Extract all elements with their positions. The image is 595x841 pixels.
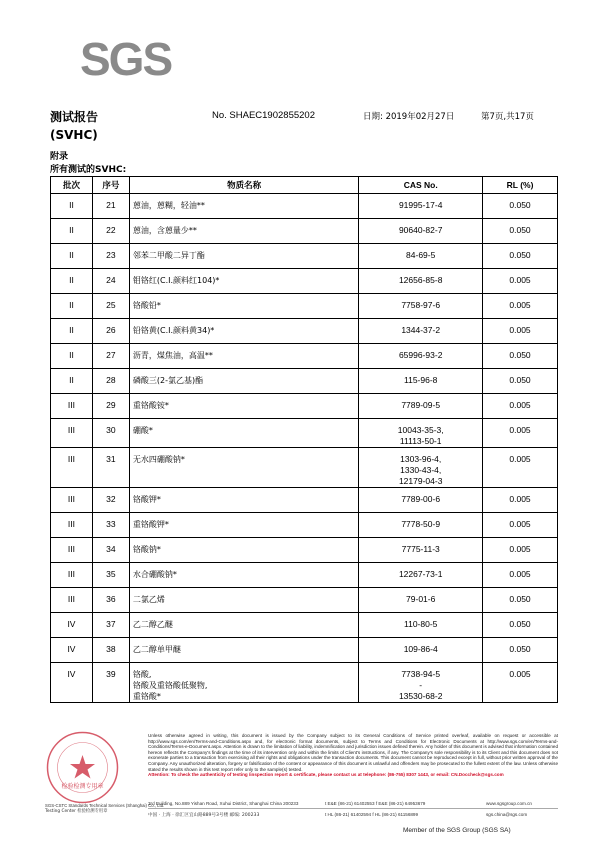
testing-seal	[45, 730, 120, 805]
cell-cas-line: 12179-04-3	[398, 476, 443, 486]
footer-divider	[148, 808, 558, 809]
table-row	[51, 588, 558, 613]
cell-substance-line: 蒽油，含蒽量少**	[132, 226, 197, 235]
cell-cas	[359, 588, 483, 613]
table-row	[51, 394, 558, 419]
cell-cas-line: 7778-50-9	[401, 519, 441, 529]
cell-no-line: 25	[106, 300, 116, 310]
cell-substance	[129, 319, 358, 344]
cell-substance	[129, 269, 358, 294]
cell-cas	[359, 394, 483, 419]
cell-cas-line: 10043-35-3,	[397, 425, 444, 435]
cell-substance	[129, 563, 358, 588]
cell-rl-line: 0.050	[509, 644, 531, 654]
cell-no-line: 23	[106, 250, 116, 260]
cell-batch-line: II	[69, 350, 74, 360]
svhc-table	[50, 176, 558, 703]
cell-no	[92, 588, 129, 613]
table-row	[51, 513, 558, 538]
cell-cas-line: 90640-82-7	[398, 225, 443, 235]
cell-cas-line: 7775-11-3	[401, 544, 440, 554]
cell-batch	[51, 294, 93, 319]
cell-batch	[51, 488, 93, 513]
cell-batch-line: II	[69, 200, 74, 210]
svg-text:SGS: SGS	[80, 33, 172, 85]
header-rl: RL (%)	[483, 177, 558, 194]
cell-cas-line: 79-01-6	[406, 594, 436, 604]
cell-cas-line: 1330-43-4,	[400, 465, 442, 475]
cell-no-line: 34	[106, 544, 116, 554]
cell-rl	[483, 448, 558, 488]
page-number: 第7页,共17页	[481, 112, 534, 122]
cell-cas	[359, 638, 483, 663]
table-row	[51, 538, 558, 563]
cell-batch	[51, 244, 93, 269]
cell-cas-line: 7738-94-5	[401, 669, 441, 679]
cell-substance	[129, 419, 358, 448]
cell-cas-line: 1303-96-4,	[400, 454, 442, 464]
cell-cas-line: -	[419, 680, 423, 690]
cell-no	[92, 448, 129, 488]
cell-no-line: 21	[106, 200, 116, 210]
table-row	[51, 638, 558, 663]
cell-batch-line: II	[69, 225, 74, 235]
cell-rl	[483, 613, 558, 638]
cell-rl-line: 0.005	[509, 544, 531, 554]
cell-cas	[359, 194, 483, 219]
table-row	[51, 269, 558, 294]
cell-no	[92, 194, 129, 219]
cell-substance-line: 重铬酸铵*	[132, 401, 169, 410]
cell-no-line: 36	[106, 594, 116, 604]
cell-substance	[129, 513, 358, 538]
table-row	[51, 294, 558, 319]
cell-rl-line: 0.005	[509, 454, 531, 464]
cell-cas-line: 84-69-5	[406, 250, 436, 260]
cell-batch	[51, 613, 93, 638]
cell-batch-line: II	[69, 300, 74, 310]
cell-batch-line: III	[67, 425, 75, 435]
cell-rl-line: 0.005	[509, 425, 531, 435]
cell-batch	[51, 369, 93, 394]
cell-cas	[359, 269, 483, 294]
cell-substance-line: 铅铬黄(C.I.颜料黄34)*	[132, 326, 215, 335]
cell-no	[92, 613, 129, 638]
cell-substance	[129, 448, 358, 488]
table-row	[51, 563, 558, 588]
cell-cas-line: 109-86-4	[403, 644, 438, 654]
cell-no-line: 39	[106, 669, 116, 679]
phone-cn: t HL (86-21) 61402594 f HL (86-21) 61156899	[325, 812, 419, 817]
cell-cas-line: 13530-68-2	[398, 691, 443, 701]
cell-no	[92, 513, 129, 538]
cell-no-line: 26	[106, 325, 116, 335]
section-title: (SVHC)	[50, 128, 98, 142]
cell-rl-line: 0.005	[509, 569, 531, 579]
cell-rl	[483, 344, 558, 369]
cell-batch-line: IV	[67, 619, 76, 629]
header-batch: 批次	[51, 177, 93, 194]
cell-substance	[129, 663, 358, 703]
cell-rl	[483, 588, 558, 613]
table-header-row	[51, 177, 558, 194]
cell-substance-line: 铬酸钠*	[132, 545, 161, 554]
report-number: No. SHAEC1902855202	[212, 110, 315, 121]
cell-cas	[359, 613, 483, 638]
cell-rl-line: 0.050	[509, 225, 531, 235]
cell-substance-line: 水合硼酸钠*	[132, 570, 177, 579]
cell-no-line: 35	[106, 569, 116, 579]
cell-batch	[51, 448, 93, 488]
table-row	[51, 663, 558, 703]
cell-cas	[359, 319, 483, 344]
cell-substance-line: 铬酸钾*	[132, 495, 161, 504]
cell-no	[92, 269, 129, 294]
cell-no-line: 33	[106, 519, 116, 529]
header-no: 序号	[92, 177, 129, 194]
cell-cas	[359, 488, 483, 513]
cell-no	[92, 344, 129, 369]
cell-no	[92, 538, 129, 563]
header-cas: CAS No.	[359, 177, 483, 194]
cell-rl	[483, 513, 558, 538]
cell-no	[92, 294, 129, 319]
lab-name: SGS-CSTC Standards Technical Services (Shanghai) Co., Ltd.	[45, 803, 165, 808]
table-row	[51, 448, 558, 488]
cell-rl-line: 0.050	[509, 200, 531, 210]
table-row	[51, 194, 558, 219]
cell-rl	[483, 269, 558, 294]
cell-rl-line: 0.050	[509, 250, 531, 260]
cell-substance-line: 邻苯二甲酸二异丁酯	[132, 251, 205, 260]
cell-substance	[129, 638, 358, 663]
cell-cas-line: 7789-00-6	[401, 494, 441, 504]
cell-substance-line: 沥青，煤焦油，高温**	[132, 351, 213, 360]
cell-batch-line: IV	[67, 669, 76, 679]
cell-substance-line: 铬酸及重铬酸低聚物,	[132, 681, 208, 690]
cell-rl	[483, 219, 558, 244]
cell-cas	[359, 563, 483, 588]
cell-batch	[51, 513, 93, 538]
header-substance: 物质名称	[129, 177, 358, 194]
cell-batch-line: III	[67, 594, 75, 604]
cell-substance-line: 重铬酸*	[132, 692, 161, 701]
cell-batch-line: III	[67, 519, 75, 529]
cell-substance-line: 钼铬红(C.I.颜料红104)*	[132, 276, 220, 285]
cell-batch	[51, 194, 93, 219]
table-row	[51, 344, 558, 369]
cell-no-line: 32	[106, 494, 116, 504]
cell-no	[92, 369, 129, 394]
cell-batch-line: II	[69, 375, 74, 385]
cell-no-line: 27	[106, 350, 116, 360]
cell-substance-line: 铬酸,	[132, 670, 152, 679]
cell-rl-line: 0.005	[509, 300, 531, 310]
cell-substance-line: 磷酸三(2-氯乙基)酯	[132, 376, 204, 385]
website-link[interactable]: www.sgsgroup.com.cn	[486, 801, 532, 806]
cell-batch	[51, 588, 93, 613]
cell-batch-line: III	[67, 454, 75, 464]
cell-no	[92, 219, 129, 244]
cell-cas-line: 65996-93-2	[398, 350, 443, 360]
report-title: 测试报告	[50, 110, 99, 124]
cell-rl-line: 0.005	[509, 519, 531, 529]
cell-batch	[51, 638, 93, 663]
cell-no-line: 22	[106, 225, 116, 235]
cell-no-line: 30	[106, 425, 116, 435]
cell-substance-line: 硼酸*	[132, 426, 153, 435]
cell-cas	[359, 344, 483, 369]
cell-rl-line: 0.050	[509, 375, 531, 385]
disclaimer	[148, 733, 558, 778]
cell-no-line: 24	[106, 275, 116, 285]
cell-batch	[51, 419, 93, 448]
cell-batch	[51, 319, 93, 344]
cell-batch-line: II	[69, 275, 74, 285]
cell-batch-line: III	[67, 400, 75, 410]
cell-batch-line: IV	[67, 644, 76, 654]
cell-batch	[51, 269, 93, 294]
table-row	[51, 419, 558, 448]
cell-batch-line: III	[67, 544, 75, 554]
table-row	[51, 219, 558, 244]
table-row	[51, 369, 558, 394]
cell-cas-line: 12267-73-1	[398, 569, 443, 579]
appendix-label: 附录	[50, 152, 69, 162]
cell-batch	[51, 538, 93, 563]
cell-rl-line: 0.005	[509, 275, 531, 285]
cell-cas	[359, 538, 483, 563]
cell-no	[92, 488, 129, 513]
cell-no	[92, 638, 129, 663]
cell-no-line: 37	[106, 619, 116, 629]
cell-rl-line: 0.005	[509, 325, 531, 335]
cell-batch	[51, 219, 93, 244]
cell-substance-line: 乙二醇乙醚	[132, 620, 173, 629]
cell-no	[92, 419, 129, 448]
lab-sub: Testing Center 检验检测专用章	[45, 808, 108, 814]
cell-substance	[129, 394, 358, 419]
cell-substance	[129, 294, 358, 319]
cell-rl	[483, 663, 558, 703]
cell-substance	[129, 219, 358, 244]
cell-no	[92, 319, 129, 344]
table-row	[51, 613, 558, 638]
cell-substance-line: 铬酸铅*	[132, 301, 161, 310]
cell-rl	[483, 638, 558, 663]
cell-rl	[483, 488, 558, 513]
cell-cas-line: 12656-85-8	[398, 275, 443, 285]
cell-substance	[129, 344, 358, 369]
cell-batch-line: II	[69, 250, 74, 260]
cell-substance-line: 乙二醇单甲醚	[132, 645, 181, 654]
cell-cas	[359, 513, 483, 538]
cell-no	[92, 244, 129, 269]
cell-rl	[483, 419, 558, 448]
cell-substance-line: 蒽油，蒽糊，轻油**	[132, 201, 205, 210]
cell-substance	[129, 369, 358, 394]
email-link[interactable]: sgs.china@sgs.com	[486, 812, 528, 817]
cell-no-line: 29	[106, 400, 116, 410]
cell-substance	[129, 488, 358, 513]
address-en: 3rd Building, No.889 Yishan Road, Xuhui District, Shanghai China 200233	[148, 801, 299, 806]
table-row	[51, 244, 558, 269]
cell-cas	[359, 448, 483, 488]
cell-rl	[483, 244, 558, 269]
report-date: 日期: 2019年02月27日	[363, 112, 455, 122]
cell-substance	[129, 194, 358, 219]
cell-rl-line: 0.050	[509, 619, 531, 629]
section-subtitle: 所有测试的SVHC:	[50, 165, 127, 175]
sgs-logo	[80, 30, 172, 85]
seal-caption: 检验检测专用章	[61, 783, 104, 790]
cell-cas	[359, 244, 483, 269]
cell-no	[92, 394, 129, 419]
cell-no	[92, 663, 129, 703]
cell-batch-line: III	[67, 569, 75, 579]
cell-rl-line: 0.005	[509, 669, 531, 679]
cell-no	[92, 563, 129, 588]
cell-cas	[359, 219, 483, 244]
cell-cas-line: 7789-09-5	[401, 400, 441, 410]
cell-rl	[483, 563, 558, 588]
cell-batch	[51, 344, 93, 369]
cell-rl-line: 0.050	[509, 350, 531, 360]
cell-batch	[51, 394, 93, 419]
cell-batch	[51, 563, 93, 588]
table-row	[51, 319, 558, 344]
cell-substance-line: 重铬酸钾*	[132, 520, 169, 529]
cell-rl	[483, 294, 558, 319]
cell-cas-line: 11113-50-1	[399, 436, 442, 446]
disclaimer-text: Unless otherwise agreed in writing, this document is issued by the Company subject to its General Conditions of Service printed overleaf, available on request or accessible at http://www.sgs.com/en/Terms-and-Conditions.aspx and, for electronic format documents, subject to Terms and Conditions for Electronic Documents at http://www.sgs.com/en/Terms-and-Conditions/Terms-e-Document.aspx. Attention is drawn to the limitation of liability, indemnification and jurisdiction issues defined therein. Any holder of this document is advised that information contained hereon reflects the Company's findings at the time of its intervention only and within the limits of Client's instructions, if any. The Company's sole responsibility is to its Client and this document does not exonerate parties to a transaction from exercising all their rights and obligations under the transaction documents. This document cannot be reproduced except in full, without prior written approval of the Company. Any unauthorized alteration, forgery or falsification of the content or appearance of this document is unlawful and offenders may be prosecuted to the fullest extent of the law. Unless otherwise stated the results shown in this test report refer only to the sample(s) tested.	[148, 733, 558, 772]
cell-substance	[129, 538, 358, 563]
cell-no-line: 38	[106, 644, 116, 654]
cell-cas	[359, 419, 483, 448]
cell-substance	[129, 244, 358, 269]
attention-note: Attention: To check the authenticity of testing /inspection report & certificate, please contact us at telephone: (86-755) 8307 1443, or email: CN.Doccheck@sgs.com	[148, 772, 504, 778]
cell-rl-line: 0.050	[509, 594, 531, 604]
cell-cas-line: 7758-97-6	[401, 300, 441, 310]
cell-rl	[483, 319, 558, 344]
cell-batch	[51, 663, 93, 703]
phone-en: t E&E (86-21) 61402553 f E&E (86-21) 64953679	[325, 801, 426, 806]
cell-substance-line: 无水四硼酸钠*	[132, 455, 185, 464]
cell-no-line: 31	[106, 454, 116, 464]
address-cn: 中国 · 上海 · 徐汇区宜山路889号3号楼 邮编: 200233	[148, 813, 260, 818]
table-row	[51, 488, 558, 513]
cell-cas-line: 110-80-5	[404, 619, 438, 629]
cell-cas	[359, 294, 483, 319]
cell-batch-line: II	[69, 325, 74, 335]
cell-no-line: 28	[106, 375, 116, 385]
cell-rl	[483, 369, 558, 394]
cell-rl-line: 0.005	[509, 494, 531, 504]
cell-substance-line: 二氯乙烯	[132, 595, 165, 604]
cell-substance	[129, 588, 358, 613]
member-note: Member of the SGS Group (SGS SA)	[403, 827, 511, 834]
cell-rl	[483, 194, 558, 219]
cell-cas-line: 1344-37-2	[401, 325, 441, 335]
cell-cas-line: 91995-17-4	[398, 200, 443, 210]
cell-cas	[359, 663, 483, 703]
cell-rl	[483, 394, 558, 419]
cell-cas-line: 115-96-8	[404, 375, 438, 385]
cell-cas	[359, 369, 483, 394]
cell-rl	[483, 538, 558, 563]
cell-rl-line: 0.005	[509, 400, 531, 410]
cell-substance	[129, 613, 358, 638]
cell-batch-line: III	[67, 494, 75, 504]
